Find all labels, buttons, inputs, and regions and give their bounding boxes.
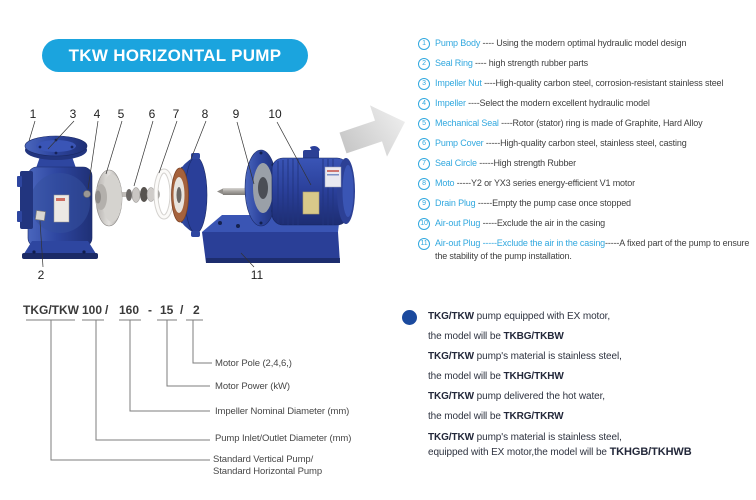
part-label-10: 10 [268,107,282,121]
part-desc: -----A fixed part of the pump to ensure the stability of the pump installation. [435,238,750,261]
model-code-impeller: 160 [119,303,140,317]
part-label-6: 6 [148,107,156,121]
circled-number: 1 [418,38,430,50]
label-standard-horizontal: Standard Horizontal Pump [213,466,323,477]
part-name: Pump Body [435,38,481,48]
label-standard-vertical: Standard Vertical Pump/ [213,454,314,465]
pump-cover-graphic [172,153,208,237]
part-label-7: 7 [172,107,180,121]
circled-number: 4 [418,98,430,110]
list-item [418,137,754,150]
part-desc: -----Exclude the air in the casing [480,218,606,228]
label-inlet-outlet: Pump Inlet/Outlet Diameter (mm) [215,433,352,444]
part-label-9: 9 [232,107,240,121]
circled-number: 10 [418,218,430,230]
part-label-3: 3 [69,107,77,121]
exploded-pump-diagram [10,95,440,295]
part-name: Moto [435,178,455,188]
part-label-5: 5 [117,107,125,121]
part-name: Seal Ring [435,58,473,68]
list-item [418,157,754,170]
part-label-4: 4 [93,107,101,121]
list-item [418,77,754,90]
label-motor-pole: Motor Pole (2,4,6,) [215,358,292,369]
model-code-slash2: / [180,303,184,317]
list-item [418,197,754,210]
part-label-8: 8 [201,107,209,121]
note-line: equipped with EX motor,the model will be TKHGB/TKHWB [428,446,692,458]
transition-arrow-icon [340,105,406,156]
part-desc: ----High-quality carbon steel, corrosion-resistant stainless steel [481,78,724,88]
part-label-2: 2 [37,268,45,282]
note-line: the model will be TKBG/TKBW [428,331,564,342]
label-impeller-diameter: Impeller Nominal Diameter (mm) [215,406,350,417]
circled-number: 8 [418,178,430,190]
circled-number: 3 [418,78,430,90]
part-name: Impeller [435,98,466,108]
list-item [418,37,754,50]
circled-number: 7 [418,158,430,170]
part-desc: ----Rotor (stator) ring is made of Graphite, Hard Alloy [498,118,703,128]
part-desc: ---- high strength rubber parts [472,58,588,68]
label-motor-power: Motor Power (kW) [215,381,290,392]
list-item [418,217,754,230]
model-code-series: TKG/TKW [23,303,79,317]
circled-number: 6 [418,138,430,150]
bullet-dot-icon [402,310,417,325]
part-desc: -----High strength Rubber [476,158,577,168]
list-item [418,117,754,130]
part-name: Seal Circle [435,158,477,168]
model-variant-notes [428,307,752,460]
note-line: the model will be TKRG/TKRW [428,411,564,422]
note-line: TKG/TKW pump's material is stainless steel, [428,351,622,362]
part-name: Mechanical Seal [435,118,499,128]
circled-number: 9 [418,198,430,210]
circled-number: 5 [418,118,430,130]
model-code-dash: - [148,303,152,317]
note-line: TKG/TKW pump delivered the hot water, [428,391,605,402]
part-label-1: 1 [29,107,37,121]
title-banner [42,39,308,72]
model-code-slash: / [105,303,109,317]
parts-list [418,37,754,270]
model-code-tree-lines [0,295,420,495]
part-name: Impeller Nut [435,78,482,88]
circled-number: 11 [418,238,430,250]
motor-graphic [217,146,355,226]
list-item [418,177,754,190]
part-desc: ---- Using the modern optimal hydraulic model design [480,38,687,48]
part-name: Pump Cover [435,138,484,148]
list-item [418,97,754,110]
note-line: the model will be TKHG/TKHW [428,371,564,382]
model-code-power: 15 [160,303,174,317]
circled-number: 2 [418,58,430,70]
part-desc: -----Y2 or YX3 series energy-efficient V1 motor [454,178,635,188]
part-desc: ----Select the modern excellent hydraulic model [465,98,650,108]
list-item [418,237,754,263]
part-desc: -----High-quality carbon steel, stainless steel, casting [483,138,687,148]
part-name: Air-out Plug [435,218,481,228]
model-code-pole: 2 [193,303,200,317]
part-label-11: 11 [250,268,264,282]
part-name: Air-out Plug -----Exclude the air in the casing [435,238,606,248]
note-line: TKG/TKW pump's material is stainless steel, [428,432,622,443]
page-title: TKW HORIZONTAL PUMP [68,45,282,65]
note-line: TKG/TKW pump equipped with EX motor, [428,311,611,322]
part-desc: -----Empty the pump case once stopped [475,198,631,208]
part-name: Drain Plug [435,198,476,208]
model-code-inlet: 100 [82,303,103,317]
seal-circle-graphic [156,171,172,217]
list-item [418,57,754,70]
